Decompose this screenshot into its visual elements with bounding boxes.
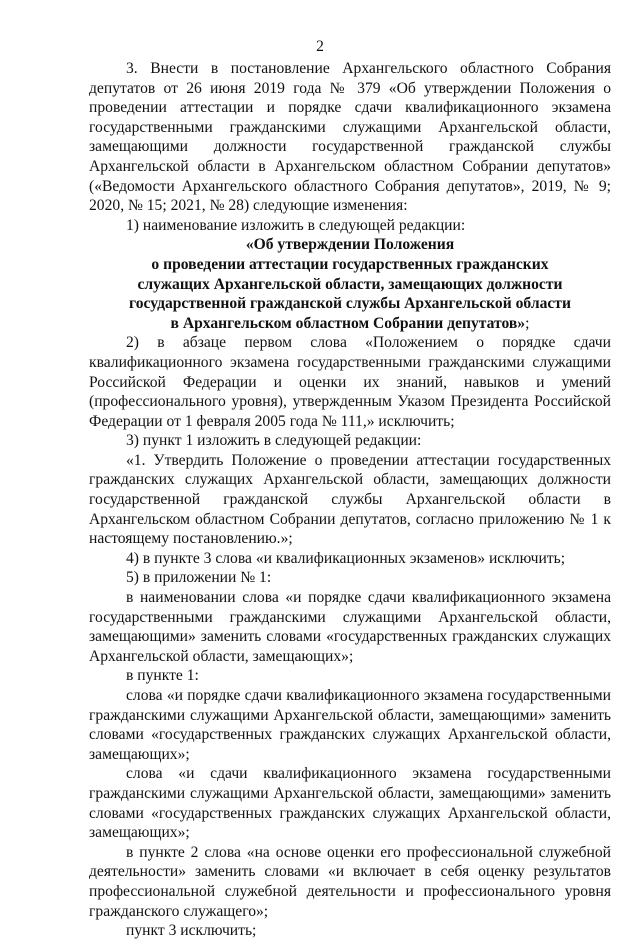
paragraph-subitem-4: 4) в пункте 3 слова «и квалификационных экзаменов» исключить;: [126, 549, 566, 567]
paragraph-quoted-item-1: «1. Утвердить Положение о проведении аттестации государственных гражданских служащих Архангельской области, замещающих должности государственной гражданской службы Архангельской области в Архангельском областном Собрании депутатов, согласно приложению № 1 к настоящему постановлению.»;: [89, 451, 611, 548]
document-body: [89, 59, 611, 941]
title-line-3: служащих Архангельской области, замещающих должности: [137, 275, 563, 293]
paragraph-point-2-change: в пункте 2 слова «на основе оценки его профессиональной служебной деятельности» заменить словами «и включает в себя оценку результатов профессиональной служебной деятельности и профессионального уровня гражданского служащего»;: [89, 843, 611, 920]
title-line-5-bold: в Архангельском областном Собрании депутатов»: [170, 314, 526, 332]
paragraph-naming-change: в наименовании слова «и порядке сдачи квалификационного экзамена государственными гражданскими служащими Архангельской области, замещающими» заменить словами «государственных гражданских служащих Архангельской области, замещающих»;: [89, 589, 611, 665]
paragraph-point-3-delete: пункт 3 исключить;: [126, 922, 257, 940]
page-number: 2: [316, 38, 324, 55]
title-line-2: о проведении аттестации государственных гражданских: [151, 255, 549, 273]
paragraph-subitem-5: 5) в приложении № 1:: [126, 569, 272, 587]
paragraph-words-change-1: слова «и порядке сдачи квалификационного экзамена государственными гражданскими служащими Архангельской области, замещающими» заменить словами «государственных гражданских служащих Архангельской области, замещающих»;: [89, 687, 611, 763]
paragraph-subitem-2: 2) в абзаце первом слова «Положением о порядке сдачи квалификационного экзамена государственными гражданскими служащими Российской Федерации и оценки их знаний, навыков и умений (профессионального уровня), утвержденным Указом Президента Российской Федерации от 1 февраля 2005 года № 111,» исключить;: [89, 334, 611, 430]
paragraph-subitem-3: 3) пункт 1 изложить в следующей редакции:: [126, 432, 422, 450]
paragraph-in-point-1: в пункте 1:: [126, 667, 199, 685]
paragraph-item-3-intro: 3. Внести в постановление Архангельского областного Собрания депутатов от 26 июня 2019 года № 379 «Об утверждении Положения о проведении аттестации и порядке сдачи квалификационного экзамена государственными гражданскими служащими Архангельской области, замещающими должности государственной гражданской службы Архангельской области в Архангельском областном Собрании депутатов» («Ведомости Архангельского областного Собрания депутатов», 2019, № 9; 2020, № 15; 2021, № 28) следующие изменения:: [89, 60, 611, 215]
paragraph-subitem-1: 1) наименование изложить в следующей редакции:: [126, 216, 466, 234]
title-line-4: государственной гражданской службы Архангельской области: [129, 295, 571, 313]
title-line-5-tail: ;: [525, 314, 530, 332]
title-line-1: «Об утверждении Положения: [245, 236, 455, 254]
title-line-5: [89, 314, 611, 334]
paragraph-words-change-2: слова «и сдачи квалификационного экзамена государственными гражданскими служащими Архангельской области, замещающими» заменить словами «государственных гражданских служащих Архангельской области, замещающих»;: [89, 765, 611, 842]
